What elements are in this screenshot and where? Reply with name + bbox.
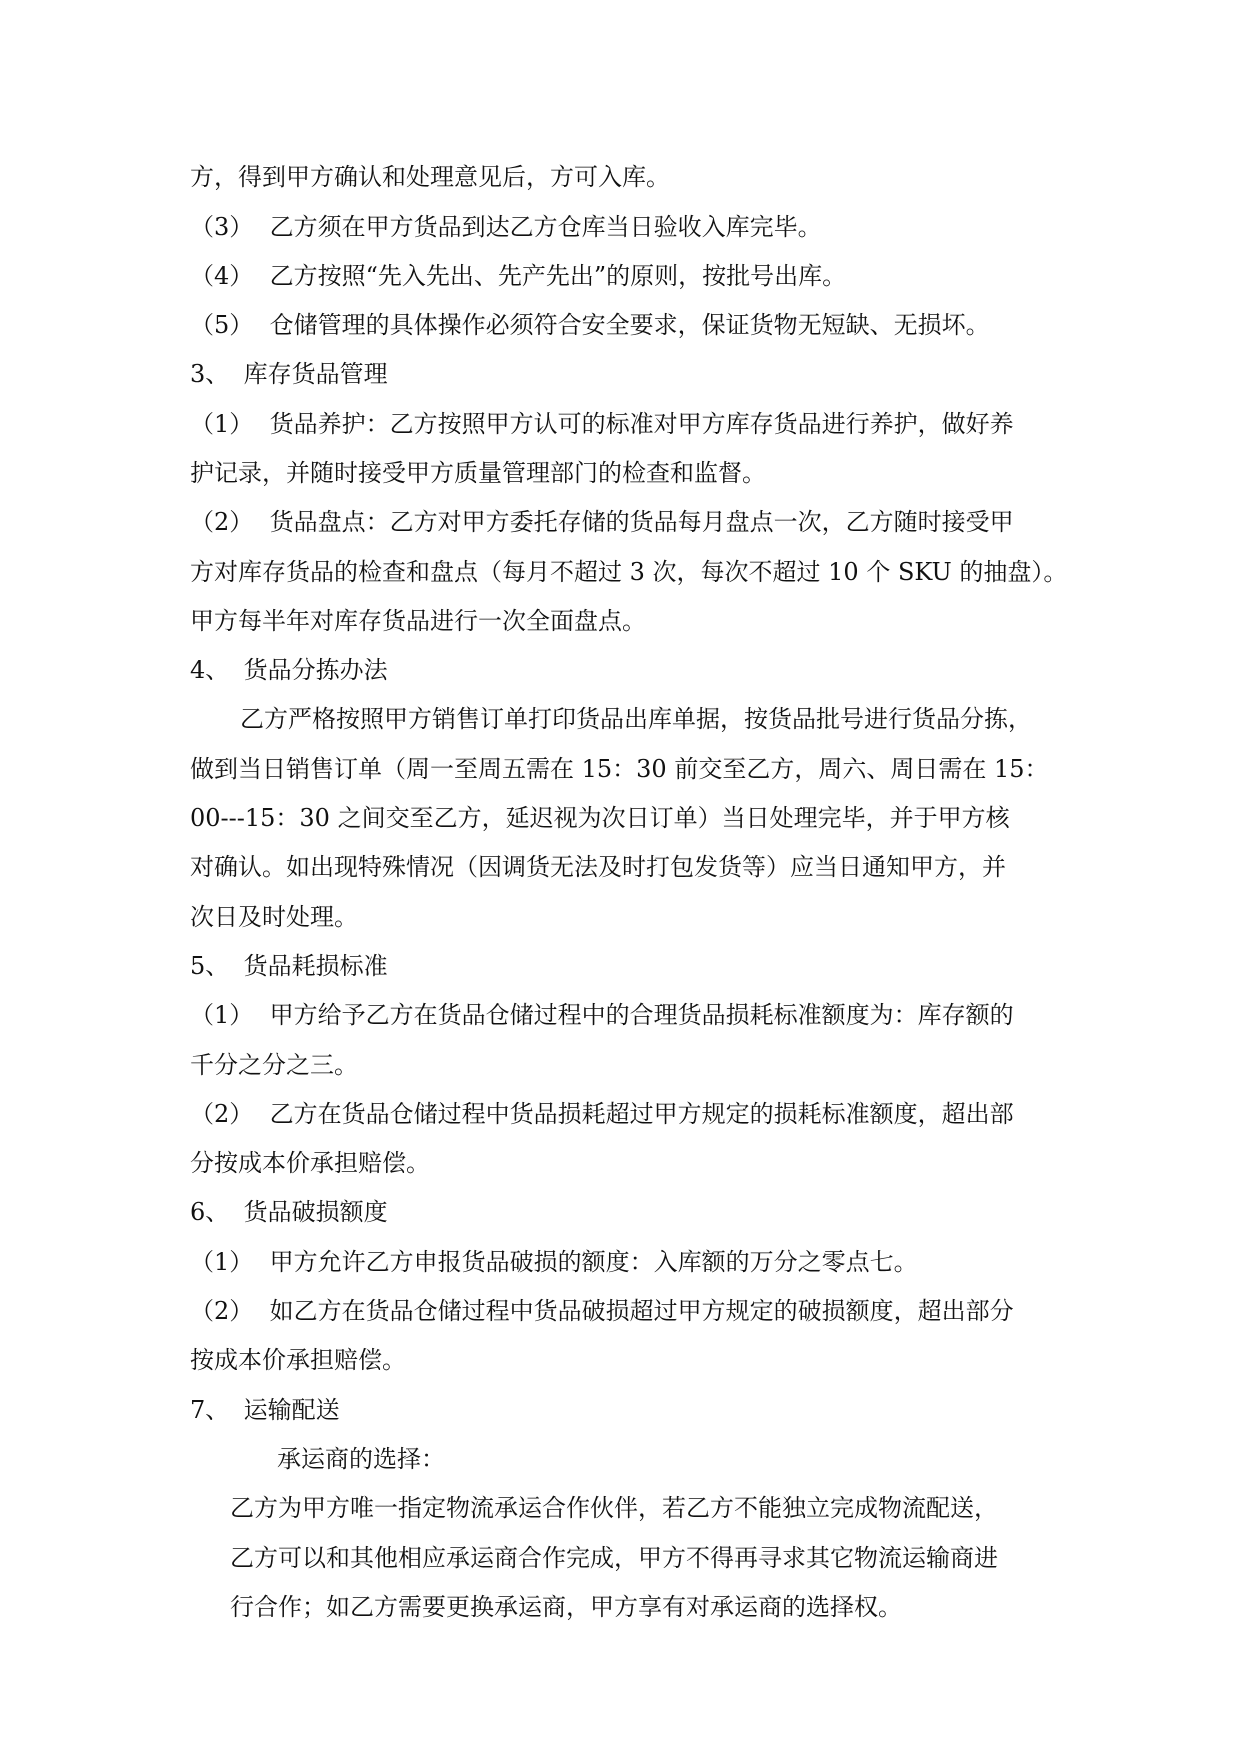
section-number: 3、 xyxy=(190,360,230,388)
section-heading xyxy=(190,1395,340,1425)
item-number: （4） xyxy=(190,262,254,290)
item-number: （3） xyxy=(190,213,254,241)
line-text: 乙方按照“先入先出、先产先出”的原则，按批号出库。 xyxy=(269,262,847,290)
section-title: 货品耗损标准 xyxy=(243,952,388,980)
list-item xyxy=(190,409,1014,439)
paragraph-line xyxy=(240,704,1032,734)
paragraph-line xyxy=(230,1543,998,1573)
line-text: 乙方为甲方唯一指定物流承运合作伙伴，若乙方不能独立完成物流配送， xyxy=(230,1494,998,1522)
line-text: 行合作；如乙方需要更换承运商，甲方享有对承运商的选择权。 xyxy=(230,1593,902,1621)
line-text: 甲方每半年对库存货品进行一次全面盘点。 xyxy=(190,607,646,635)
paragraph-line xyxy=(277,1444,445,1474)
line-text: 货品盘点：乙方对甲方委托存储的货品每月盘点一次，乙方随时接受甲 xyxy=(269,508,1014,536)
paragraph-line xyxy=(190,162,670,192)
paragraph-line xyxy=(190,557,1067,587)
line-text: 仓储管理的具体操作必须符合安全要求，保证货物无短缺、无损坏。 xyxy=(269,311,990,339)
section-title: 货品破损额度 xyxy=(243,1198,388,1226)
item-number: （2） xyxy=(190,1297,254,1325)
list-item xyxy=(190,1099,1014,1129)
line-text: 承运商的选择： xyxy=(277,1445,445,1473)
paragraph-line xyxy=(190,1148,430,1178)
item-number: （2） xyxy=(190,508,254,536)
line-text: 乙方在货品仓储过程中货品损耗超过甲方规定的损耗标准额度，超出部 xyxy=(269,1100,1014,1128)
paragraph-line xyxy=(190,852,1006,882)
section-number: 5、 xyxy=(190,952,230,980)
paragraph-line xyxy=(190,458,766,488)
section-title: 库存货品管理 xyxy=(243,360,388,388)
section-title: 货品分拣办法 xyxy=(243,656,388,684)
item-number: （5） xyxy=(190,311,254,339)
item-number: （1） xyxy=(190,410,254,438)
line-text: 如乙方在货品仓储过程中货品破损超过甲方规定的破损额度，超出部分 xyxy=(269,1297,1014,1325)
item-number: （1） xyxy=(190,1001,254,1029)
item-number: （1） xyxy=(190,1248,254,1276)
line-text: 货品养护：乙方按照甲方认可的标准对甲方库存货品进行养护，做好养 xyxy=(269,410,1014,438)
line-text: 做到当日销售订单（周一至周五需在 15：30 前交至乙方，周六、周日需在 15： xyxy=(190,755,1049,783)
section-title: 运输配送 xyxy=(243,1396,340,1424)
list-item xyxy=(190,212,822,242)
list-item xyxy=(190,1000,1014,1030)
paragraph-line xyxy=(190,1345,406,1375)
paragraph-line xyxy=(230,1493,998,1523)
line-text: 护记录，并随时接受甲方质量管理部门的检查和监督。 xyxy=(190,459,766,487)
line-text: 方，得到甲方确认和处理意见后，方可入库。 xyxy=(190,163,670,191)
paragraph-line xyxy=(190,1050,358,1080)
section-number: 7、 xyxy=(190,1396,230,1424)
line-text: 千分之分之三。 xyxy=(190,1051,358,1079)
list-item xyxy=(190,261,846,291)
paragraph-line xyxy=(190,754,1049,784)
section-heading xyxy=(190,655,388,685)
line-text: 乙方须在甲方货品到达乙方仓库当日验收入库完毕。 xyxy=(269,213,822,241)
paragraph-line xyxy=(190,902,358,932)
line-text: 乙方可以和其他相应承运商合作完成，甲方不得再寻求其它物流运输商进 xyxy=(230,1544,998,1572)
section-heading xyxy=(190,951,388,981)
line-text: 对确认。如出现特殊情况（因调货无法及时打包发货等）应当日通知甲方，并 xyxy=(190,853,1006,881)
line-text: 甲方允许乙方申报货品破损的额度：入库额的万分之零点七。 xyxy=(269,1248,918,1276)
line-text: 次日及时处理。 xyxy=(190,903,358,931)
section-heading xyxy=(190,359,388,389)
list-item xyxy=(190,507,1014,537)
section-number: 6、 xyxy=(190,1198,230,1226)
line-text: 按成本价承担赔偿。 xyxy=(190,1346,406,1374)
section-number: 4、 xyxy=(190,656,230,684)
paragraph-line xyxy=(190,606,646,636)
line-text: 分按成本价承担赔偿。 xyxy=(190,1149,430,1177)
section-heading xyxy=(190,1197,388,1227)
line-text: 00---15：30 之间交至乙方，延迟视为次日订单）当日处理完毕，并于甲方核 xyxy=(190,804,1010,832)
item-number: （2） xyxy=(190,1100,254,1128)
list-item xyxy=(190,310,990,340)
line-text: 方对库存货品的检查和盘点（每月不超过 3 次，每次不超过 10 个 SKU 的抽盘）。 xyxy=(190,558,1068,586)
list-item xyxy=(190,1247,918,1277)
paragraph-line xyxy=(190,803,1010,833)
list-item xyxy=(190,1296,1014,1326)
paragraph-line xyxy=(230,1592,902,1622)
line-text: 乙方严格按照甲方销售订单打印货品出库单据，按货品批号进行货品分拣， xyxy=(240,705,1032,733)
line-text: 甲方给予乙方在货品仓储过程中的合理货品损耗标准额度为：库存额的 xyxy=(269,1001,1014,1029)
